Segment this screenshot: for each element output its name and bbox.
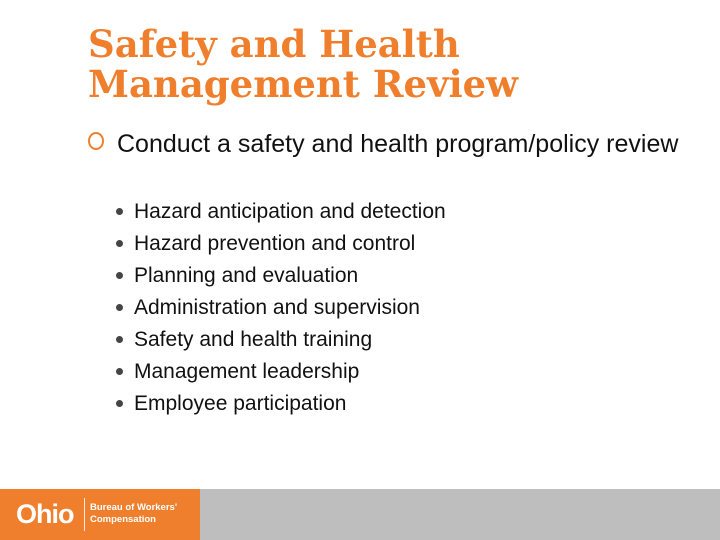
- sub-bullet-item: [116, 196, 446, 228]
- slide-title: [88, 24, 688, 104]
- sub-bullet-item: [116, 292, 446, 324]
- bullet-dot-icon: [116, 272, 123, 279]
- main-bullet-text: Conduct a safety and health program/policy review: [117, 130, 679, 158]
- ohio-logo-text: Ohio: [16, 499, 74, 529]
- sub-bullet-text: Administration and supervision: [134, 296, 420, 319]
- sub-bullet-item: [116, 324, 446, 356]
- slide-title-line-2: Management Review: [88, 62, 519, 106]
- footer-bar: [0, 489, 720, 540]
- sub-bullet-list: [116, 196, 446, 420]
- sub-bullet-text: Safety and health training: [134, 328, 373, 351]
- sub-bullet-text: Planning and evaluation: [134, 264, 359, 287]
- logo-divider: [84, 498, 85, 531]
- slide-title-line-1: Safety and Health: [88, 22, 460, 66]
- org-name-line-1: Bureau of Workers': [90, 502, 178, 513]
- hollow-circle-bullet-icon: [88, 132, 104, 150]
- bullet-dot-icon: [116, 336, 123, 343]
- sub-bullet-item: [116, 356, 446, 388]
- sub-bullet-item: [116, 388, 446, 420]
- bullet-dot-icon: [116, 400, 123, 407]
- sub-bullet-item: [116, 260, 446, 292]
- bullet-dot-icon: [116, 208, 123, 215]
- sub-bullet-text: Hazard prevention and control: [134, 232, 416, 255]
- sub-bullet-text: Employee participation: [134, 392, 347, 415]
- sub-bullet-item: [116, 228, 446, 260]
- bullet-dot-icon: [116, 304, 123, 311]
- sub-bullet-text: Management leadership: [134, 360, 360, 383]
- sub-bullet-text: Hazard anticipation and detection: [134, 200, 446, 223]
- bullet-dot-icon: [116, 368, 123, 375]
- bullet-dot-icon: [116, 240, 123, 247]
- org-name: [90, 502, 200, 526]
- org-name-line-2: Compensation: [90, 514, 156, 525]
- bwc-logo: [0, 489, 200, 540]
- main-bullet: [88, 128, 688, 160]
